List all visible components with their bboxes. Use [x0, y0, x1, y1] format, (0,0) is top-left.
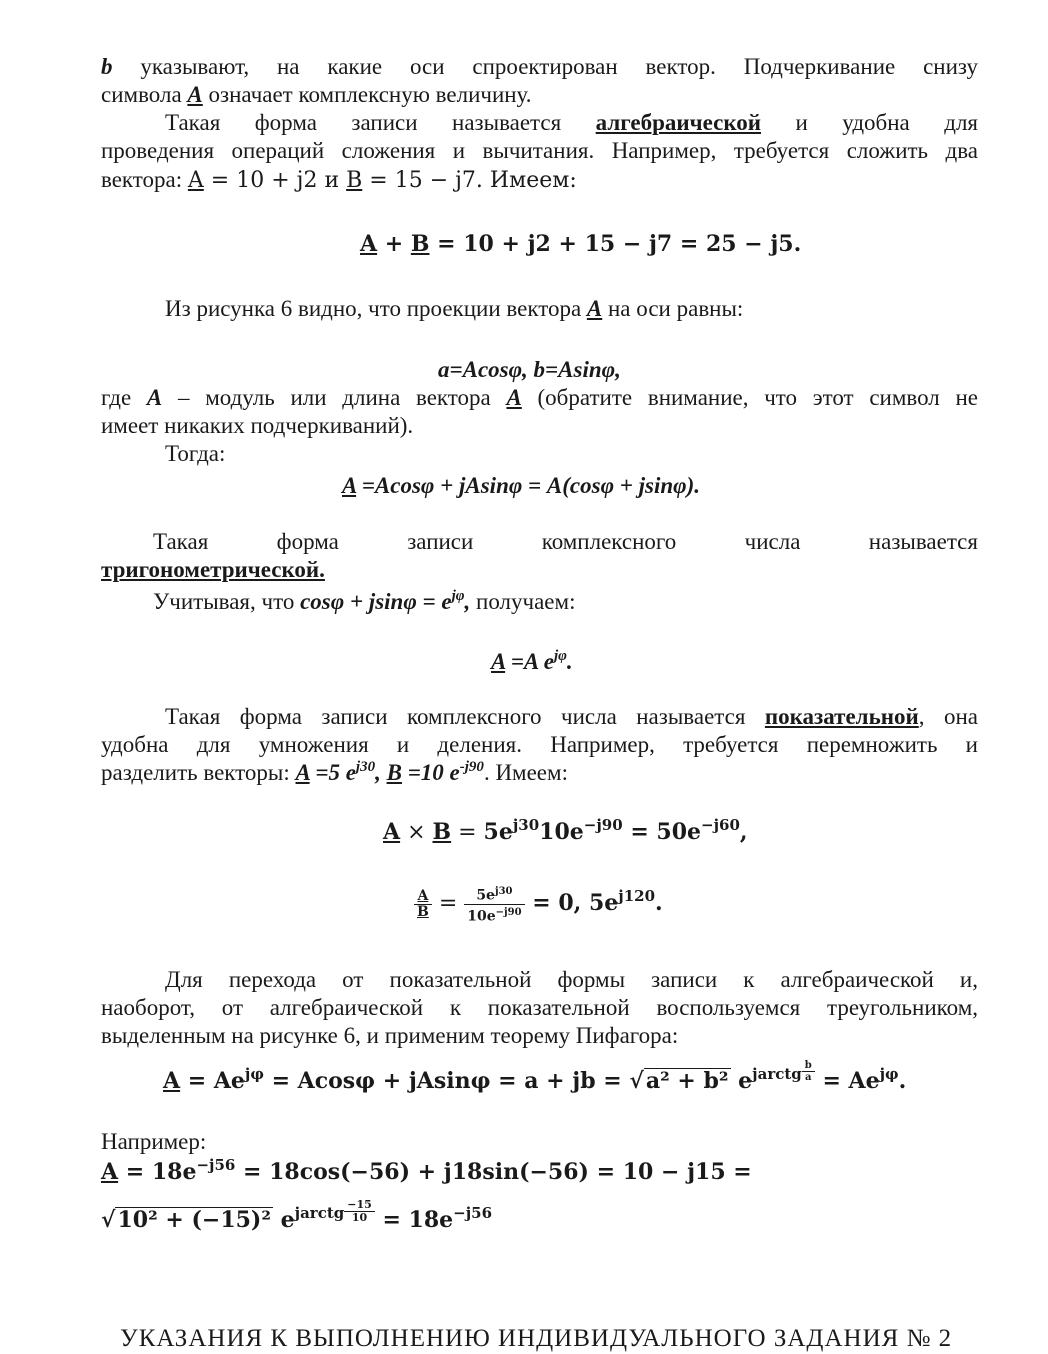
- para4-text: где: [101, 385, 147, 410]
- word: называется: [868, 529, 978, 554]
- eq7-s1: jφ: [244, 1065, 264, 1083]
- para8-line1: Для перехода от показательной формы записи к алгебраической и,: [165, 967, 978, 992]
- frac-B: B: [417, 903, 429, 920]
- eq7-t1: = Ae: [180, 1068, 245, 1094]
- eq4-rest: =A e: [505, 649, 554, 674]
- para7-sep: ,: [375, 760, 387, 785]
- section-heading: УКАЗАНИЯ К ВЫПОЛНЕНИЮ ИНДИВИДУАЛЬНОГО ЗАДАНИЯ № 2: [120, 1325, 953, 1352]
- vector-A-value: = 10 + j2 и: [203, 168, 347, 193]
- eq1-plus: +: [377, 231, 411, 257]
- para7-text2: , она: [918, 704, 978, 729]
- eq6-den-sup: −j90: [495, 906, 522, 918]
- term-trigonometric: тригонометрической.: [101, 557, 325, 582]
- eq3-rest: =Acosφ + jAsinφ = A(cosφ + jsinφ).: [356, 473, 701, 498]
- para7-text5: . Имеем:: [483, 760, 568, 785]
- term-algebraic: алгебраической: [595, 110, 762, 135]
- eq7-t3: = Ae: [814, 1068, 880, 1094]
- eq5-end: ,: [739, 819, 748, 845]
- sqrt-sign: √: [101, 1207, 116, 1233]
- para6-line: [153, 588, 575, 616]
- para2-text4: вектора:: [101, 167, 188, 192]
- eq7-s3: jφ: [879, 1065, 899, 1083]
- word: форма: [276, 529, 339, 554]
- para7-A-sup: j30: [355, 759, 376, 775]
- equation-product: [383, 818, 748, 847]
- eq7-frac-num: b: [802, 1060, 815, 1072]
- para4-text2: – модуль или длина вектора: [162, 385, 507, 410]
- eq3-A: A: [342, 473, 357, 498]
- eq6-end: .: [655, 890, 663, 916]
- para7-line2: [101, 731, 978, 759]
- symbol-A: A: [187, 82, 203, 107]
- eq5-s1: j30: [512, 816, 540, 834]
- para7-B-value: =10 e: [401, 760, 460, 785]
- eq5-t2: 10e: [539, 819, 584, 845]
- eq7-end: .: [898, 1068, 907, 1094]
- eq7-e: e: [730, 1068, 753, 1094]
- para6-text: Учитывая, что: [153, 589, 301, 614]
- para4-line2: имеет никаких подчеркиваний).: [101, 413, 414, 438]
- para2-line1: [165, 109, 978, 137]
- para4-text3: (обратите внимание, что этот символ не: [521, 385, 978, 410]
- vector-B: B: [346, 168, 363, 193]
- symbol-b: b: [101, 54, 113, 79]
- eq7-A: A: [163, 1068, 181, 1094]
- para7-line3: [101, 759, 568, 787]
- equation-conversion: [163, 1056, 906, 1106]
- eq1-B: B: [410, 231, 430, 257]
- eq6-num: 5e: [476, 887, 495, 904]
- example-radicand: 10² + (−15)²: [117, 1207, 271, 1233]
- term-exponential: показательной: [764, 704, 919, 729]
- eq4-A: A: [491, 649, 506, 674]
- para4-line3: Тогда:: [165, 441, 226, 466]
- equation-division: [414, 878, 663, 929]
- para7-B-sup: -j90: [459, 759, 484, 775]
- para3-text2: на оси равны:: [602, 296, 744, 321]
- para7-text3: удобна для умножения и деления. Например, требуется перемножить и: [101, 732, 978, 757]
- example-line1: [101, 1158, 752, 1186]
- example-frac: [344, 1199, 375, 1224]
- para2-text3: проведения операций сложения и вычитания. Например, требуется сложить два: [101, 138, 978, 163]
- eq7-t2: = Acosφ + jAsinφ = a + jb =: [263, 1068, 630, 1094]
- eq6-num-sup: j30: [494, 885, 513, 897]
- para4-A: A: [146, 385, 163, 410]
- eq5-A: A: [383, 819, 401, 845]
- word: Такая: [153, 529, 209, 554]
- eq5-t1: 5e: [483, 819, 513, 845]
- para3-A: A: [586, 296, 603, 321]
- para7-A: A: [295, 760, 310, 785]
- para1-text: указывают, на какие оси спроектирован вектор. Подчеркивание снизу: [112, 54, 978, 79]
- example-label: Например:: [101, 1129, 207, 1154]
- eq6-den: 10e: [467, 908, 496, 925]
- para5-line1: [153, 528, 978, 556]
- euler-sup: jφ: [451, 588, 465, 604]
- frac-A-over-B: [414, 889, 432, 920]
- eq6-res-sup: j120: [618, 887, 656, 905]
- para2-line3: [101, 166, 577, 195]
- para7-text4: разделить векторы:: [101, 760, 296, 785]
- para1-line2: [101, 81, 532, 109]
- para2-text: Такая форма записи называется: [165, 110, 596, 135]
- para4-line1: [101, 384, 978, 412]
- equation-exp: [491, 648, 573, 676]
- para2-line2: [101, 137, 978, 165]
- example-frac-num: −15: [344, 1199, 375, 1212]
- para7-line1: [165, 703, 978, 731]
- example-l2s: −j56: [453, 1204, 493, 1222]
- eq1-rest: = 10 + j2 + 15 − j7 = 25 − j5.: [429, 231, 802, 257]
- para6-text2: получаем:: [470, 589, 576, 614]
- eq1-A: A: [360, 231, 378, 257]
- example-l1s: −j56: [196, 1156, 236, 1174]
- example-A: A: [101, 1159, 119, 1185]
- para7-A-value: =5 e: [309, 760, 356, 785]
- para4-A-underlined: A: [506, 385, 522, 410]
- example-l1b: = 18cos(−56) + j18sin(−56) = 10 − j15 =: [235, 1159, 752, 1185]
- para8-line2: наоборот, от алгебраической к показательной воспользуемся треугольником,: [101, 995, 978, 1020]
- para1-text2: символа: [101, 82, 188, 107]
- eq4-sup: jφ: [553, 648, 567, 664]
- eq5-s2: −j90: [583, 816, 623, 834]
- example-l2b: = 18e: [374, 1207, 454, 1233]
- example-e: e: [272, 1207, 295, 1233]
- para7-text: Такая форма записи комплексного числа называется: [165, 704, 765, 729]
- eq5-s3: −j60: [701, 816, 740, 834]
- eq6-res: = 0, 5e: [524, 890, 619, 916]
- para1-line1: [101, 53, 978, 81]
- eq5-B: B: [432, 819, 452, 845]
- example-s2: jarctg: [294, 1204, 345, 1222]
- eq6-eq: =: [431, 891, 465, 916]
- equation-projections: a=Acosφ, b=Asinφ,: [438, 357, 621, 382]
- example-frac-den: 10: [351, 1211, 368, 1224]
- para7-B: B: [386, 760, 402, 785]
- eq5-t3: = 50e: [622, 819, 702, 845]
- sqrt-radicand: a² + b²: [645, 1068, 729, 1094]
- sqrt-sign: √: [629, 1068, 644, 1094]
- word: записи: [407, 529, 474, 554]
- eq5-eq: =: [451, 820, 484, 845]
- euler-formula: cosφ + jsinφ = e: [300, 589, 452, 614]
- eq5-times: ×: [400, 820, 433, 845]
- para2-text2: и удобна для: [761, 110, 979, 135]
- frac-exp: [464, 884, 524, 924]
- para3-line: [165, 295, 743, 323]
- para3-text: Из рисунка 6 видно, что проекции вектора: [165, 296, 587, 321]
- para8-line3: выделенным на рисунке 6, и применим теорему Пифагора:: [101, 1023, 679, 1048]
- eq7-s2: jarctg: [752, 1065, 802, 1083]
- example-line2: [101, 1198, 492, 1242]
- euler-comma: ,: [464, 589, 471, 614]
- eq7-frac: [802, 1060, 815, 1083]
- word: числа: [744, 529, 801, 554]
- vector-A: A: [187, 168, 204, 193]
- equation-trig: [342, 472, 700, 500]
- example-l1a: = 18e: [118, 1159, 197, 1185]
- eq7-frac-den: a: [805, 1072, 812, 1083]
- eq4-dot: .: [566, 649, 573, 674]
- vector-B-value: = 15 − j7. Имеем:: [362, 168, 577, 193]
- para1-text3: означает комплексную величину.: [202, 82, 532, 107]
- word: комплексного: [541, 529, 677, 554]
- equation-sum: [360, 230, 801, 258]
- frac-A: A: [414, 889, 432, 905]
